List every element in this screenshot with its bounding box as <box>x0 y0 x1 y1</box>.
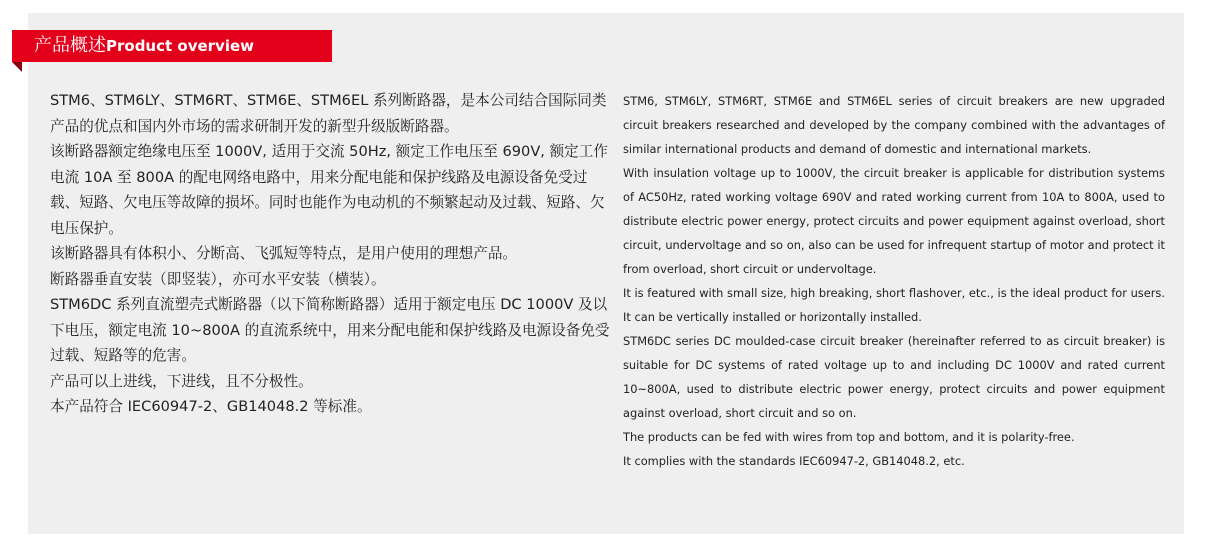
en-paragraph: It complies with the standards IEC60947-2, GB14048.2, etc. <box>623 454 965 468</box>
english-description <box>623 89 1165 473</box>
cn-paragraph: STM6、STM6LY、STM6RT、STM6E、STM6EL 系列断路器，是本公司结合国际同类产品的优点和国内外市场的需求研制开发的新型升级版断路器。 <box>50 92 607 135</box>
section-title <box>34 32 254 60</box>
en-paragraph: The products can be fed with wires from top and bottom, and it is polarity-free. <box>623 430 1075 444</box>
cn-paragraph: 产品可以上进线，下进线，且不分极性。 <box>50 372 313 390</box>
banner-fold <box>12 62 22 72</box>
chinese-description <box>50 88 610 420</box>
en-paragraph: With insulation voltage up to 1000V, the circuit breaker is applicable for distribution systems of AC50Hz, rated working voltage 690V and rated working current from 10A to 800A, used to distribute electric power energy, protect circuits and power equipment against overload, short circuit, undervoltage and so on, also can be used for infrequent startup of motor and protect it from overload, short circuit or undervoltage. <box>623 166 1165 276</box>
cn-paragraph: 该断路器额定绝缘电压至 1000V, 适用于交流 50Hz, 额定工作电压至 690V, 额定工作电流 10A 至 800A 的配电网络电路中，用来分配电能和保护线路及电源设备免受过载、短路、欠电压等故障的损坏。同时也能作为电动机的不频繁起动及过载、短路、欠电压保护。 <box>50 143 608 237</box>
en-paragraph: STM6, STM6LY, STM6RT, STM6E and STM6EL series of circuit breakers are new upgraded circuit breakers researched and developed by the company combined with the advantages of similar international products and demand of domestic and international markets. <box>623 94 1165 156</box>
section-title-en: Product overview <box>106 37 255 55</box>
section-title-cn: 产品概述 <box>34 35 106 56</box>
cn-paragraph: STM6DC 系列直流塑壳式断路器（以下简称断路器）适用于额定电压 DC 1000V 及以下电压，额定电流 10~800A 的直流系统中，用来分配电能和保护线路及电源设备免受过载、短路等的危害。 <box>50 296 610 364</box>
cn-paragraph: 该断路器具有体积小、分断高、飞弧短等特点，是用户使用的理想产品。 <box>50 245 518 262</box>
cn-paragraph: 本产品符合 IEC60947-2、GB14048.2 等标准。 <box>50 398 372 415</box>
en-paragraph: It is featured with small size, high breaking, short flashover, etc., is the ideal product for users. It can be vertically installed or horizontally installed. <box>623 286 1165 324</box>
en-paragraph: STM6DC series DC moulded-case circuit breaker (hereinafter referred to as circuit breaker) is suitable for DC systems of rated voltage up to and including DC 1000V and rated current 10~800A, used to distribute electric power energy, protect circuits and power equipment against overload, short circuit and so on. <box>623 334 1165 420</box>
cn-paragraph: 断路器垂直安装（即竖装），亦可水平安装（横装）。 <box>50 270 386 288</box>
